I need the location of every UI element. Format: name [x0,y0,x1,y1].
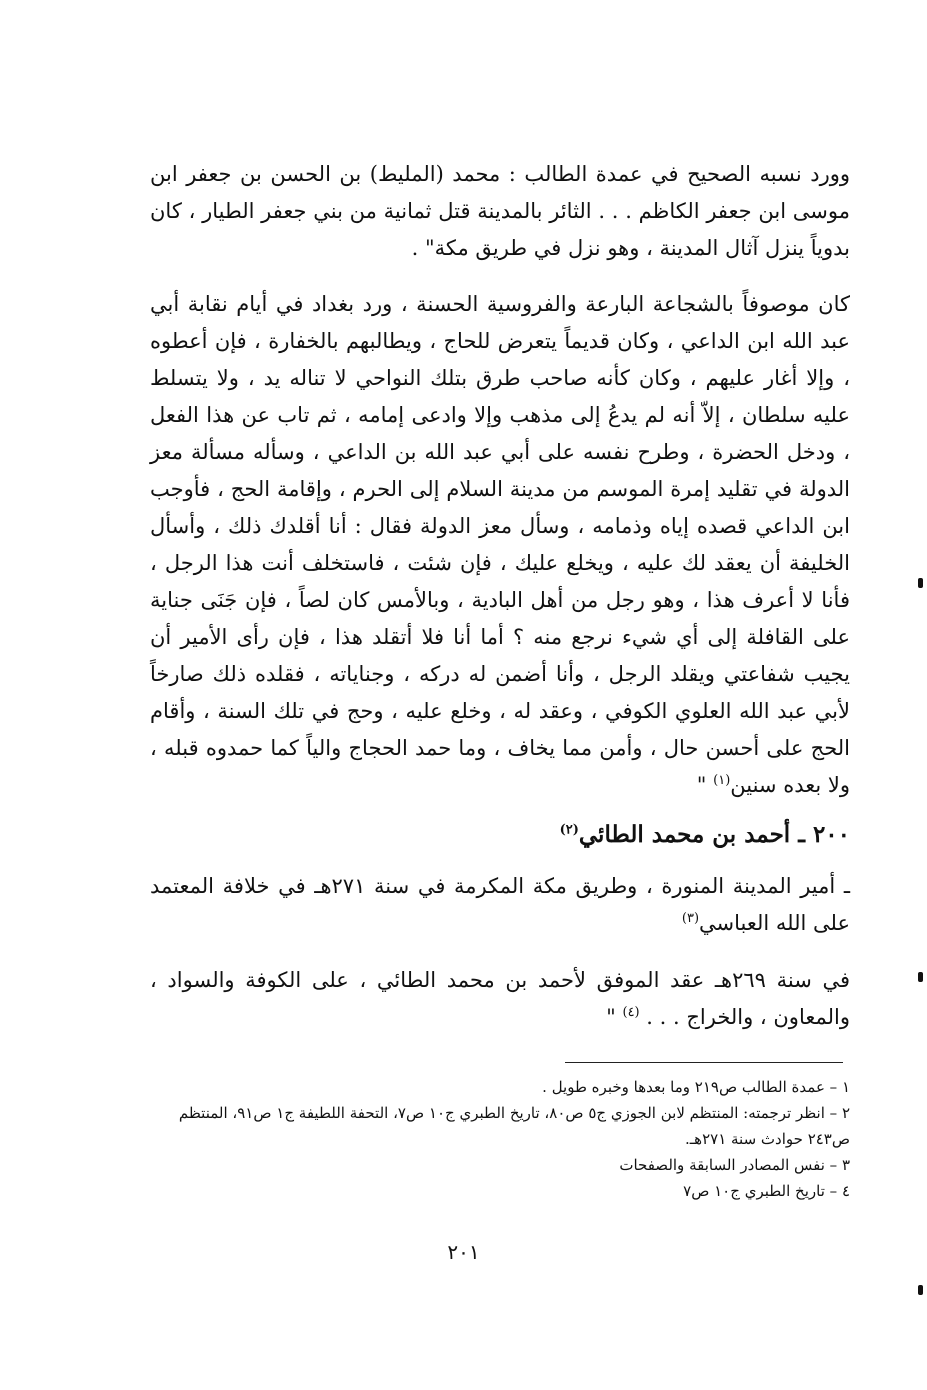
footnote-ref: (٢) [559,822,579,838]
biography-paragraph [150,286,850,804]
edge-mark [918,1285,923,1295]
footnote-ref: (٤) [622,1005,640,1020]
paragraph-text: في سنة ٢٦٩هـ عقد الموفق لأحمد بن محمد الطائي ، على الكوفة والسواد ، والمعاون ، والخراج . . . [150,968,850,1029]
paragraph-text: ـ أمير المدينة المنورة ، وطريق مكة المكرمة في سنة ٢٧١هـ في خلافة المعتمد على الله العباسي [150,874,851,935]
footnote-divider [565,1062,843,1063]
footnote-ref: (١) [713,773,731,788]
edge-mark [918,972,923,982]
entry-summary [150,868,850,942]
closing-quote: " [696,773,714,797]
paragraph-text: كان موصوفاً بالشجاعة البارعة والفروسية الحسنة ، ورد بغداد في أيام نقابة أبي عبد الله ابن الداعي ، وكان قديماً يتعرض للحاج ، ويطالبهم بالخفارة ، فإن أعطوه ، وإلا أغار عليهم ، وكان كأنه صاحب طرق بتلك النواحي لا تناله يد ، ولا يتسلط عليه سلطان ، إلاّ أنه لم يدعُ إلى مذهب وإلا وادعى إمامه ، ثم تاب عن هذا الفعل ، ودخل الحضرة ، وطرح نفسه على أبي عبد الله بن الداعي ، وسأله مسألة معز الدولة في تقليد إمرة الموسم من مدينة السلام إلى الحرم ، وإقامة الحج ، فأوجب ابن الداعي قصده إياه وذمامه ، وسأل معز الدولة فقال : أنا أقلدك ذلك ، وأسأل الخليفة أن يعقد لك عليه ، ويخلع عليك ، فإن شئت ، فاستخلف أنت هذا الرجل ، فأنا لا أعرف هذا ، وهو رجل من أهل البادية ، وبالأمس كان لصاً ، فإن جَنَى جناية على القافلة إلى أي شيء نرجع منه ؟ أما أنا فلا أتقلد هذا ، فإن رأى الأمير أن يجيب شفاعتي ويقلد الرجل ، وأنا أضمن له دركه ، وجناياته ، فقلده ذلك صارخاً لأبي عبد الله العلوي الكوفي ، وعقد له ، وخلع عليه ، وحج في تلك السنة ، وأقام الحج على أحسن حال ، وأمن مما يخاف ، وما حمد الحجاج والياً كما حمدوه قبله ، ولا بعده سنين [150,292,851,797]
entry-heading [150,816,850,854]
footnotes [150,1074,850,1204]
entry-title: ٢٠٠ ـ أحمد بن محمد الطائي [578,821,850,848]
entry-quote [150,962,850,1036]
footnote: ٣ – نفس المصادر السابقة والصفحات [619,1156,850,1174]
edge-mark [918,578,923,588]
page-number: ٢٠١ [447,1240,480,1264]
footnote-ref: (٣) [681,911,700,926]
footnote: ١ – عمدة الطالب ص٢١٩ وما بعدها وخبره طويل . [542,1078,850,1096]
footnote: ٢ – انظر ترجمته: المنتظم لابن الجوزي ج٥ ص٨٠، تاريخ الطبري ج١٠ ص٧، التحفة اللطيفة ج١ ص٩١، المنتظم ص٢٤٣ حوادث سنة ٢٧١هـ. [178,1104,850,1148]
closing-quote: " [606,1005,623,1029]
paragraph-text: وورد نسبه الصحيح في عمدة الطالب : محمد (المليط) بن الحسن بن جعفر ابن موسى ابن جعفر الكاظم . . . الثائر بالمدينة قتل ثمانية من بني جعفر الطيار ، كان بدوياً ينزل آثال المدينة ، وهو نزل في طريق مكة" . [150,162,850,260]
quote-paragraph [150,156,850,267]
footnote: ٤ – تاريخ الطبري ج١٠ ص٧ [683,1182,850,1200]
